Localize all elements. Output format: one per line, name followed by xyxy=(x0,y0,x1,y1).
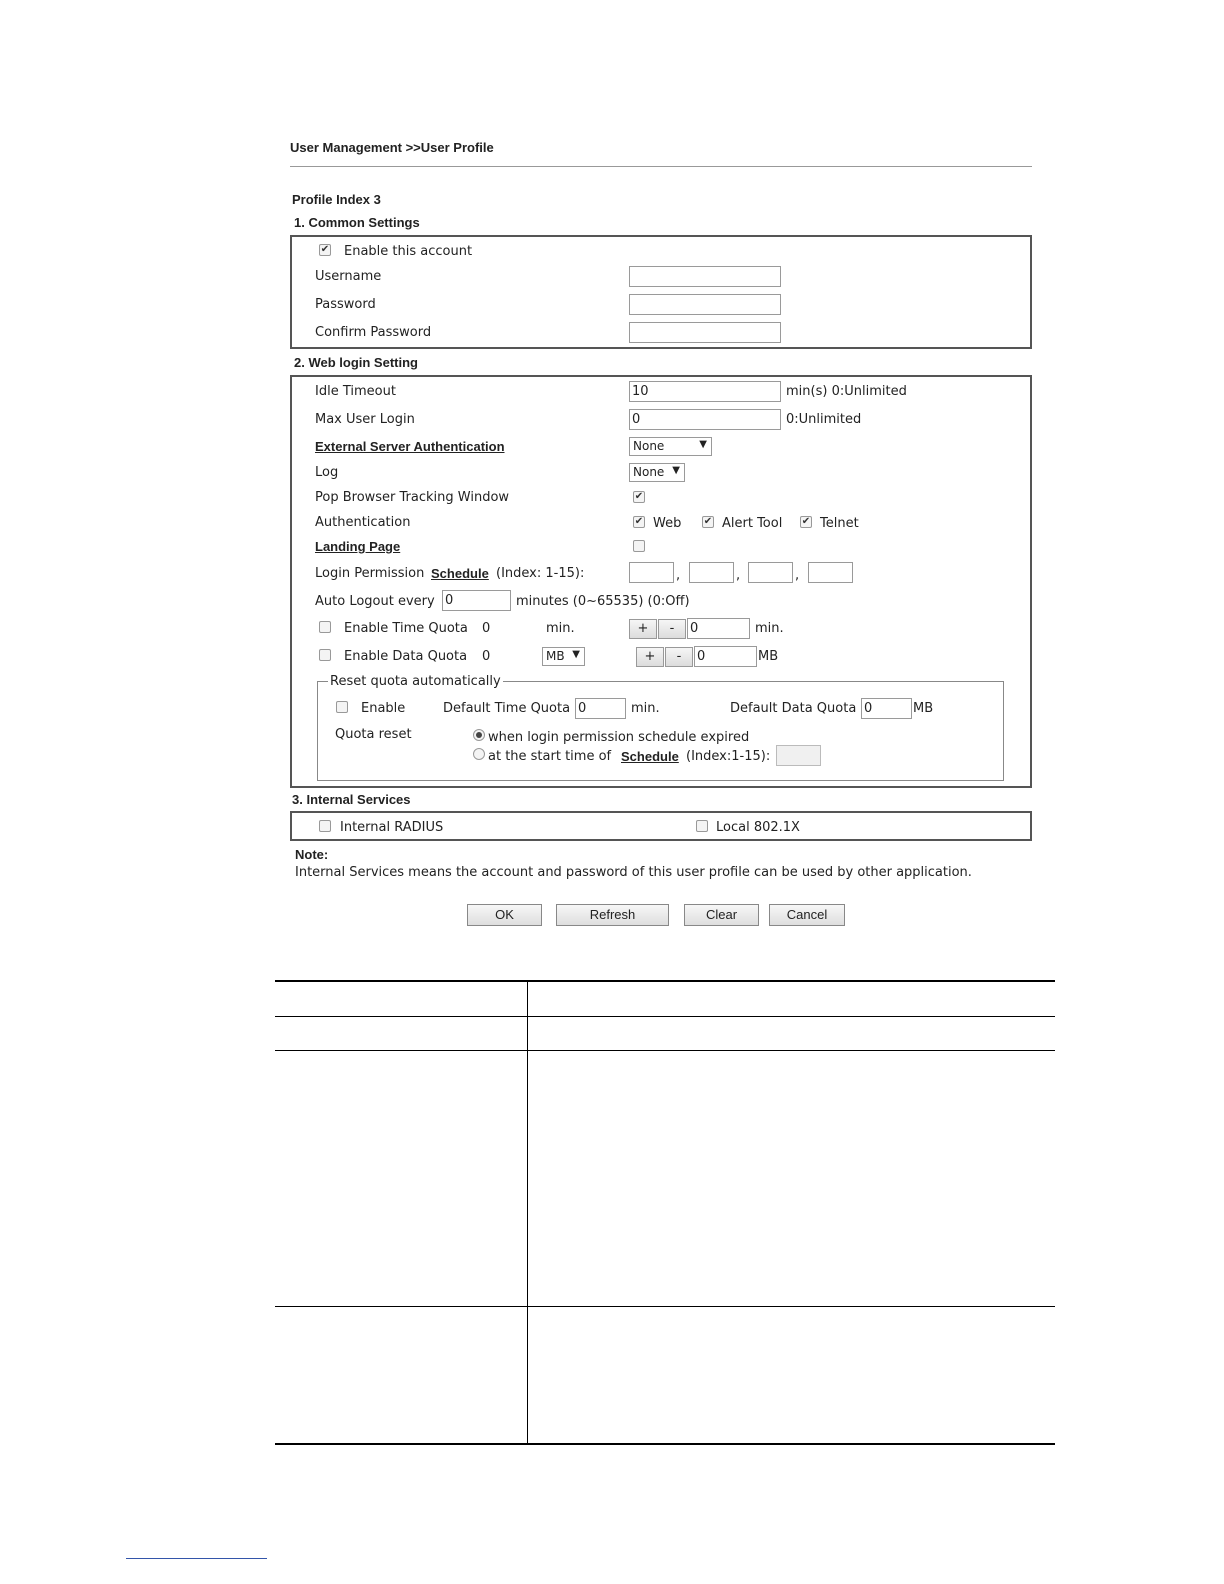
log-label: Log xyxy=(315,465,339,480)
confirm-password-label: Confirm Password xyxy=(315,325,432,340)
enable-account-checkbox[interactable]: ✔ xyxy=(320,244,330,255)
log-select[interactable] xyxy=(629,463,685,482)
auth-alert-tool-label: Alert Tool xyxy=(722,516,783,531)
time-quota-minus-button[interactable]: - xyxy=(658,619,686,639)
breadcrumb: User Management >>User Profile xyxy=(290,140,494,155)
password-input[interactable] xyxy=(629,294,781,315)
auto-logout-input[interactable] xyxy=(442,590,511,611)
auth-telnet-label: Telnet xyxy=(820,516,859,531)
chevron-down-icon: ▼ xyxy=(672,465,680,476)
footer-rule xyxy=(126,1558,267,1559)
schedule-index-4-input[interactable] xyxy=(808,562,853,583)
internal-radius-checkbox[interactable] xyxy=(319,820,331,832)
default-data-quota-unit: MB xyxy=(913,701,934,716)
max-user-login-label: Max User Login xyxy=(315,412,415,427)
common-settings-title: 1. Common Settings xyxy=(294,215,420,230)
login-permission-label: Login Permission xyxy=(315,566,425,581)
time-quota-checkbox[interactable] xyxy=(319,621,331,633)
data-quota-checkbox[interactable] xyxy=(319,649,331,661)
landing-page-link[interactable]: Landing Page xyxy=(315,539,401,554)
time-quota-plus-button[interactable]: + xyxy=(629,619,657,639)
table-top-rule xyxy=(275,980,1055,982)
username-input[interactable] xyxy=(629,266,781,287)
local-8021x-checkbox[interactable] xyxy=(696,820,708,832)
log-value: None xyxy=(633,465,665,479)
quota-reset-label: Quota reset xyxy=(335,727,412,742)
default-time-quota-label: Default Time Quota xyxy=(443,701,571,716)
reset-quota-legend: Reset quota automatically xyxy=(330,674,501,689)
table-row-rule xyxy=(275,1306,1055,1307)
table-bottom-rule xyxy=(275,1443,1055,1445)
pop-browser-label: Pop Browser Tracking Window xyxy=(315,490,510,505)
idle-timeout-input[interactable] xyxy=(629,381,781,402)
reset-on-schedule-radio[interactable] xyxy=(473,748,485,760)
chevron-down-icon: ▼ xyxy=(699,439,707,450)
data-quota-current: 0 xyxy=(482,649,491,664)
auth-alert-tool-checkbox[interactable]: ✔ xyxy=(703,516,713,527)
cancel-button[interactable]: Cancel xyxy=(769,904,845,926)
username-label: Username xyxy=(315,269,382,284)
enable-account-label: Enable this account xyxy=(344,244,473,259)
reset-schedule-link[interactable]: Schedule xyxy=(621,749,679,764)
pop-browser-checkbox[interactable]: ✔ xyxy=(634,491,644,502)
comma-separator: , xyxy=(676,568,681,583)
auto-logout-hint: minutes (0~65535) (0:Off) xyxy=(516,594,690,609)
header-divider xyxy=(290,166,1032,167)
default-time-quota-unit: min. xyxy=(631,701,660,716)
auth-telnet-checkbox[interactable]: ✔ xyxy=(801,516,811,527)
reset-on-schedule-prefix: at the start time of xyxy=(488,749,612,764)
max-user-login-input[interactable] xyxy=(629,409,781,430)
reset-schedule-index-input[interactable] xyxy=(776,745,821,766)
internal-radius-label: Internal RADIUS xyxy=(340,820,444,835)
clear-button[interactable]: Clear xyxy=(684,904,759,926)
max-user-login-hint: 0:Unlimited xyxy=(786,412,862,427)
data-quota-input[interactable] xyxy=(694,646,757,667)
data-quota-unit-select[interactable] xyxy=(542,647,585,666)
note-title: Note: xyxy=(295,847,329,862)
data-quota-unit-label: MB xyxy=(758,649,779,664)
table-row-rule xyxy=(275,1050,1055,1051)
idle-timeout-hint: min(s) 0:Unlimited xyxy=(786,384,907,399)
ok-button[interactable]: OK xyxy=(467,904,542,926)
time-quota-unit-2: min. xyxy=(755,621,784,636)
reset-enable-checkbox[interactable] xyxy=(336,701,348,713)
external-server-auth-link[interactable]: External Server Authentication xyxy=(315,439,505,454)
time-quota-input[interactable] xyxy=(687,618,750,639)
schedule-link[interactable]: Schedule xyxy=(431,566,489,581)
auth-web-label: Web xyxy=(653,516,682,531)
data-quota-label: Enable Data Quota xyxy=(344,649,468,664)
schedule-index-3-input[interactable] xyxy=(748,562,793,583)
password-label: Password xyxy=(315,297,376,312)
external-server-auth-select[interactable] xyxy=(629,437,712,456)
external-server-auth-value: None xyxy=(633,439,665,453)
default-time-quota-input[interactable] xyxy=(575,698,626,719)
idle-timeout-label: Idle Timeout xyxy=(315,384,396,399)
refresh-button[interactable]: Refresh xyxy=(556,904,669,926)
confirm-password-input[interactable] xyxy=(629,322,781,343)
internal-services-title: 3. Internal Services xyxy=(292,792,411,807)
time-quota-unit: min. xyxy=(546,621,575,636)
table-column-divider xyxy=(527,980,528,1444)
reset-on-expire-radio[interactable] xyxy=(473,729,485,741)
profile-title: Profile Index 3 xyxy=(292,192,381,207)
note-text: Internal Services means the account and password of this user profile can be used by other application. xyxy=(295,865,972,880)
reset-schedule-index-hint: (Index:1-15): xyxy=(686,749,771,764)
schedule-index-1-input[interactable] xyxy=(629,562,674,583)
auth-web-checkbox[interactable]: ✔ xyxy=(634,516,644,527)
authentication-label: Authentication xyxy=(315,515,411,530)
time-quota-current: 0 xyxy=(482,621,491,636)
default-data-quota-input[interactable] xyxy=(861,698,912,719)
comma-separator: , xyxy=(736,568,741,583)
schedule-index-hint: (Index: 1-15): xyxy=(496,566,585,581)
reset-on-expire-label: when login permission schedule expired xyxy=(488,730,750,745)
data-quota-unit-value: MB xyxy=(546,649,565,663)
table-header-rule xyxy=(275,1016,1055,1017)
chevron-down-icon: ▼ xyxy=(572,649,580,660)
time-quota-label: Enable Time Quota xyxy=(344,621,468,636)
data-quota-minus-button[interactable]: - xyxy=(665,647,693,667)
default-data-quota-label: Default Data Quota xyxy=(730,701,857,716)
comma-separator: , xyxy=(795,568,800,583)
reset-enable-label: Enable xyxy=(361,701,406,716)
data-quota-plus-button[interactable]: + xyxy=(636,647,664,667)
landing-page-checkbox[interactable] xyxy=(633,540,645,552)
local-8021x-label: Local 802.1X xyxy=(716,820,800,835)
auto-logout-label: Auto Logout every xyxy=(315,594,435,609)
schedule-index-2-input[interactable] xyxy=(689,562,734,583)
web-login-title: 2. Web login Setting xyxy=(294,355,418,370)
